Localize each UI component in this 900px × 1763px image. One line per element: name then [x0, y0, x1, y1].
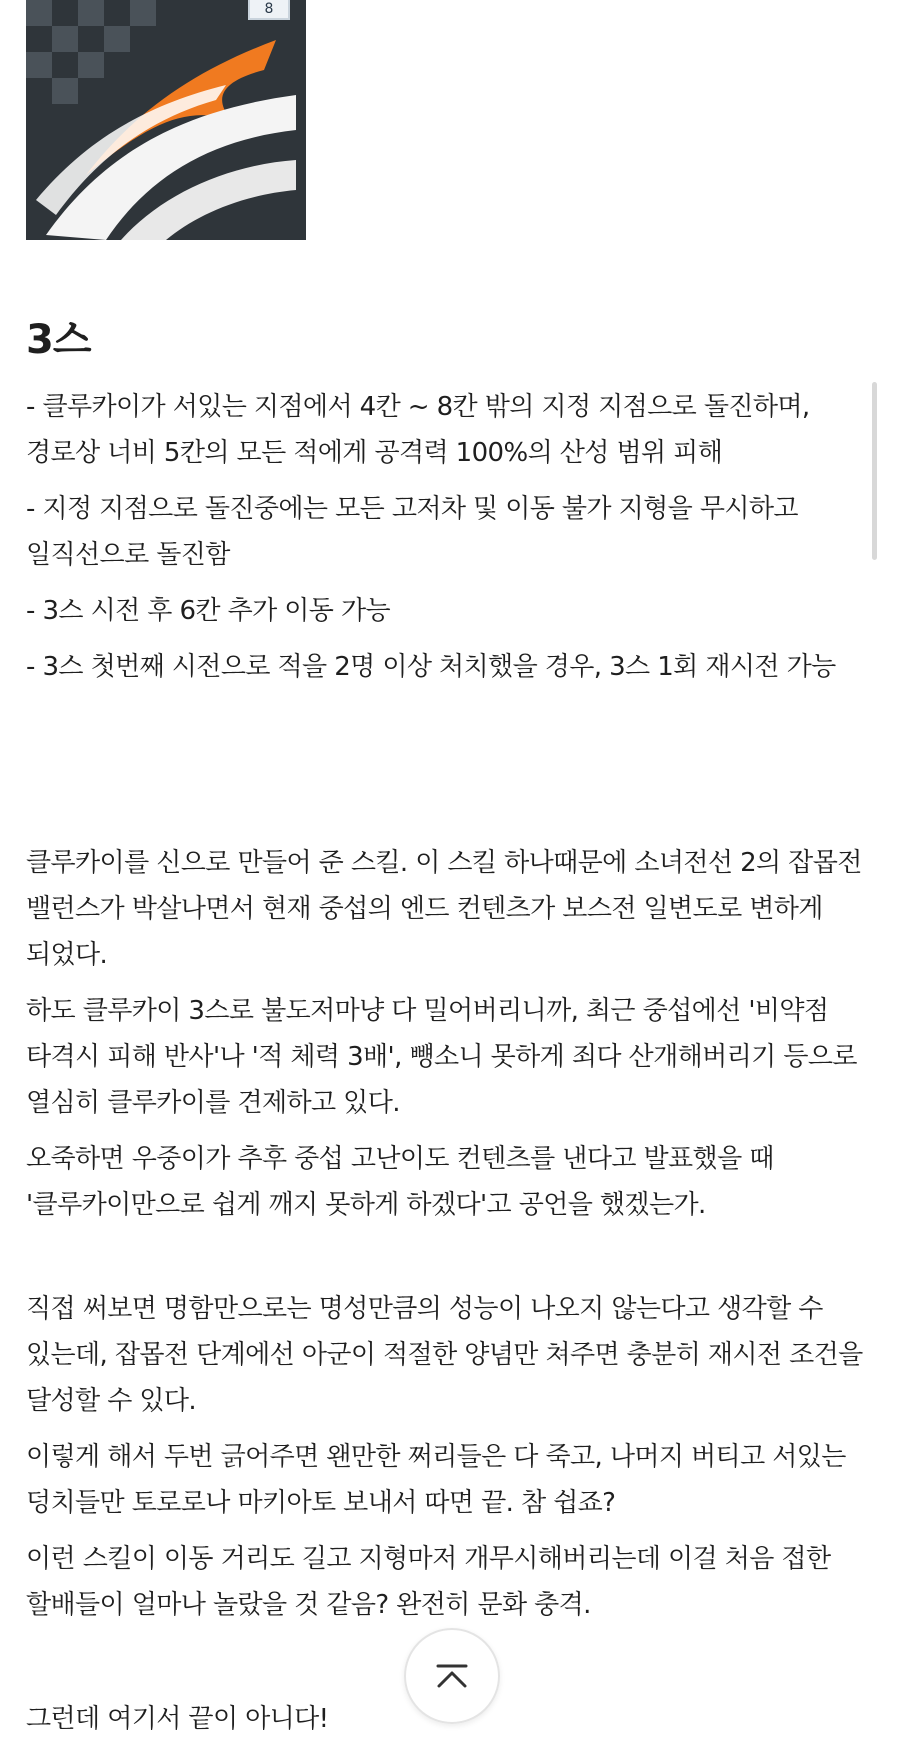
skill-line: - 클루카이가 서있는 지점에서 4칸 ~ 8칸 밖의 지정 지점으로 돌진하며, 경로상 너비 5칸의 모든 적에게 공격력 100%의 산성 범위 피해 — [26, 392, 810, 468]
chevron-up-icon — [434, 1663, 470, 1689]
commentary-paragraph: 클루카이를 신으로 만들어 준 스킬. 이 스킬 하나때문에 소녀전선 2의 잡몹전 밸런스가 박살나면서 현재 중섭의 엔드 컨텐츠가 보스전 일변도로 변하게 되었다. — [26, 848, 862, 970]
commentary-paragraph: 이렇게 해서 두번 긁어주면 왠만한 쩌리들은 다 죽고, 나머지 버티고 서있는 덩치들만 토로로나 마키아토 보내서 따면 끝. 참 쉽죠? — [26, 1442, 846, 1518]
skill-icon-image — [26, 0, 306, 240]
commentary-block-2 — [26, 1286, 874, 1638]
section-title: 3스 — [26, 317, 91, 363]
commentary-paragraph: 직접 써보면 명함만으로는 명성만큼의 성능이 나오지 않는다고 생각할 수 있는데, 잡몹전 단계에선 아군이 적절한 양념만 쳐주면 충분히 재시전 조건을 달성할 수 있다. — [26, 1294, 863, 1416]
skill-level-badge: 8 — [248, 0, 290, 20]
skill-art — [26, 0, 306, 240]
skill-line: - 3스 시전 후 6칸 추가 이동 가능 — [26, 596, 390, 626]
closing-line: 그런데 여기서 끝이 아니다! — [26, 1704, 329, 1734]
commentary-paragraph: 하도 클루카이 3스로 불도저마냥 다 밀어버리니까, 최근 중섭에선 '비약점 타격시 피해 반사'나 '적 체력 3배', 뻉소니 못하게 죄다 산개해버리기 등으로 열심히 클루카이를 견제하고 있다. — [26, 996, 857, 1118]
skill-line: - 지정 지점으로 돌진중에는 모든 고저차 및 이동 불가 지형을 무시하고 일직선으로 돌진함 — [26, 494, 798, 570]
commentary-paragraph: 이런 스킬이 이동 거리도 길고 지형마저 개무시해버리는데 이걸 처음 접한 할배들이 얼마나 놀랐을 것 같음? 완전히 문화 충격. — [26, 1544, 831, 1620]
scroll-to-top-button[interactable] — [404, 1628, 500, 1724]
skill-description — [26, 384, 866, 700]
skill-line: - 3스 첫번째 시전으로 적을 2명 이상 처치했을 경우, 3스 1회 재시전 가능 — [26, 652, 836, 682]
inner-scrollbar[interactable] — [872, 382, 877, 560]
commentary-paragraph: 오죽하면 우중이가 추후 중섭 고난이도 컨텐츠를 낸다고 발표했을 때 '클루카이만으로 쉽게 깨지 못하게 하겠다'고 공언을 했겠는가. — [26, 1144, 774, 1220]
commentary-block-1 — [26, 840, 874, 1238]
